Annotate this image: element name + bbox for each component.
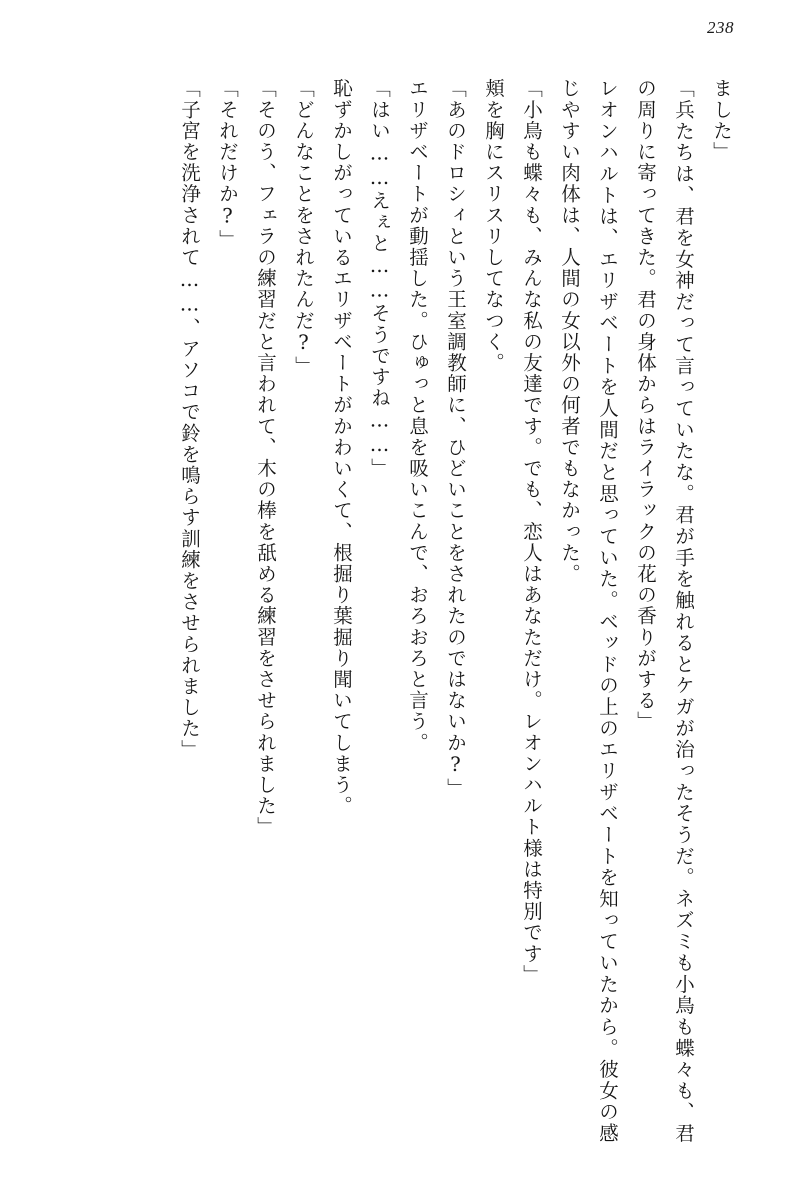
paragraph: 「小鳥も蝶々も、みんな私の友達です。でも、恋人はあなただけ。レオンハルト様は特別です」: [520, 78, 543, 986]
paragraph: 「子宮を洗浄されて……、アソコで鈴を鳴らす訓練をさせられました」: [178, 78, 201, 761]
paragraph: 「それだけか?」: [216, 78, 239, 251]
paragraph: 「あのドロシィという王室調教師に、ひどいことをされたのではないか?」: [444, 78, 467, 799]
vertical-text-body: [44, 78, 740, 1144]
paragraph: ました」: [710, 78, 733, 163]
paragraph: 頬を胸にスリスリしてなつく。: [482, 78, 505, 374]
paragraph: エリザベートが動揺した。ひゅっと息を吸いこんで、おろおろと言う。: [406, 78, 429, 754]
paragraph: 「兵たちは、君を女神だって言っていたな。君が手を触れるとケガが治ったそうだ。ネズミも小鳥も蝶々も、君の周りに寄ってきた。君の身体からはライラックの花の香りがする」: [634, 78, 695, 1144]
page-number: 238: [707, 18, 734, 37]
paragraph: 「そのう、フェラの練習だと言われて、木の棒を舐める練習をさせられました」: [254, 78, 277, 838]
paragraph: 「はい……えぇと……そうですね……」: [368, 78, 391, 479]
paragraph: 恥ずかしがっているエリザベートがかわいくて、根掘り葉掘り聞いてしまう。: [330, 78, 353, 817]
paragraph: レオンハルトは、エリザベートを人間だと思っていた。ベッドの上のエリザベートを知っていたから。彼女の感じやすい肉体は、人間の女以外の何者でもなかった。: [558, 78, 619, 1144]
paragraph: 「どんなことをされたんだ?」: [292, 78, 315, 377]
